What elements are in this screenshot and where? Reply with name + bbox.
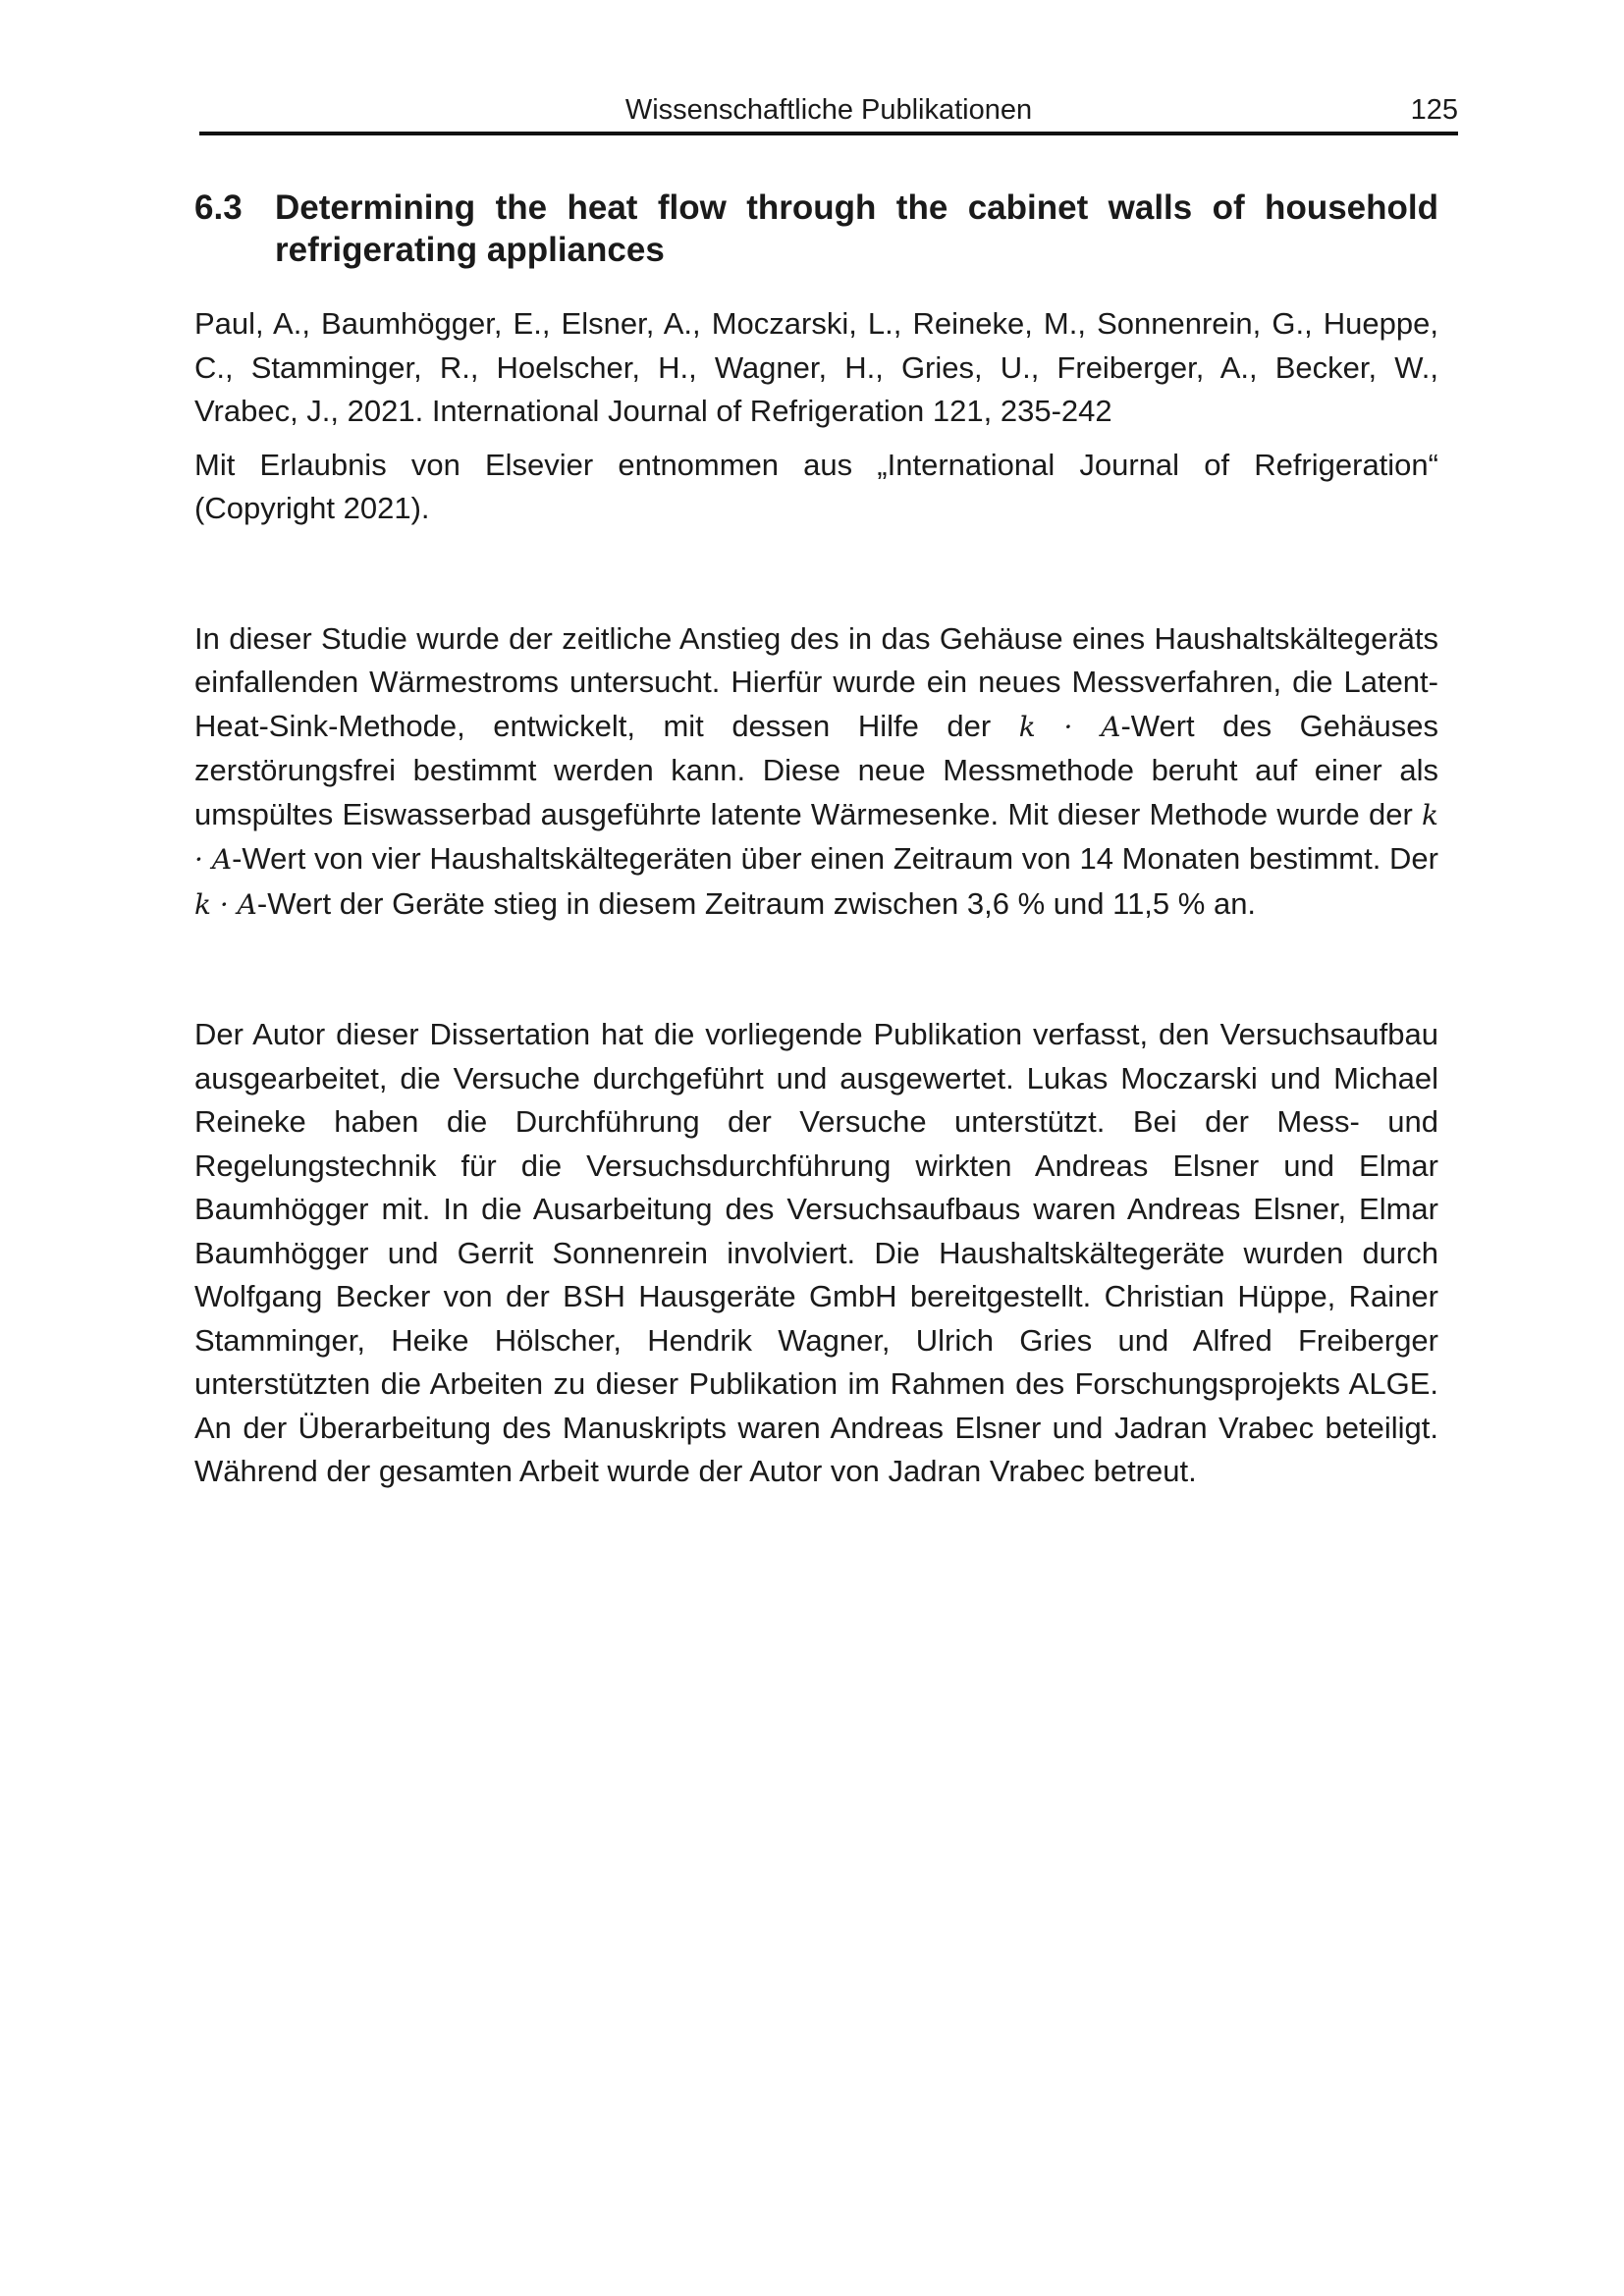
page-number: 125 [1410, 94, 1458, 126]
running-header-title: Wissenschaftliche Publikationen [624, 94, 1033, 126]
section-heading [194, 187, 1438, 271]
summary-text-2: -Wert des Gehäuses zerstörungsfrei bestimmt werden kann. Diese neue Messmethode beruht auf einer als umspültes Eiswasserbad ausgeführte latente Wärmesenke. Mit dieser Methode wurde der [194, 708, 1438, 831]
contribution-paragraph: Der Autor dieser Dissertation hat die vorliegende Publikation verfasst, den Versuchsaufbau ausgearbeitet, die Versuche durchgeführt und ausgewertet. Lukas Moczarski und Michael Reineke haben die Durchführung der Versuche unterstützt. Bei der Mess- und Regelungstechnik für die Versuchsdurchführung wirkten Andreas Elsner und Elmar Baumhögger mit. In die Ausarbeitung des Versuchsaufbaus waren Andreas Elsner, Elmar Baumhögger und Gerrit Sonnenrein involviert. Die Haushaltskältegeräte wurden durch Wolfgang Becker von der BSH Hausgeräte GmbH bereitgestellt. Christian Hüppe, Rainer Stamminger, Heike Hölscher, Hendrik Wagner, Ulrich Gries und Alfred Freiberger unterstützten die Arbeiten zu dieser Publikation im Rahmen des Forschungsprojekts ALGE. An der Überarbeitung des Manuskripts waren Andreas Elsner und Jadran Vrabec beteiligt. Während der gesamten Arbeit wurde der Autor von Jadran Vrabec betreut. [194, 1017, 1438, 1488]
summary-paragraph [194, 617, 1438, 928]
permission-paragraph: Mit Erlaubnis von Elsevier entnommen aus „International Journal of Refrigeration“ (Copyright 2021). [194, 447, 1438, 525]
k-a-symbol: k · A [194, 887, 257, 921]
running-header [199, 90, 1458, 135]
k-a-symbol: k · A [1018, 710, 1121, 743]
page-body [194, 187, 1438, 1494]
k-a-symbol: k · A [194, 798, 1438, 876]
summary-text-4: -Wert der Geräte stieg in diesem Zeitraum zwischen 3,6 % und 11,5 % an. [256, 885, 1257, 921]
summary-text-1: In dieser Studie wurde der zeitliche Anstieg des in das Gehäuse eines Haushaltskältegeräts einfallenden Wärmestroms untersucht. Hierfür wurde ein neues Messverfahren, die Latent-Heat-Sink-Methode, entwickelt, mit dessen Hilfe der [194, 620, 1438, 743]
section-title: Determining the heat flow through the cabinet walls of household refrigerating appliances [275, 188, 1438, 269]
summary-text-3: -Wert von vier Haushaltskältegeräten über einen Zeitraum von 14 Monaten bestimmt. Der [232, 841, 1438, 876]
citation-paragraph: Paul, A., Baumhögger, E., Elsner, A., Moczarski, L., Reineke, M., Sonnenrein, G., Hueppe, C., Stamminger, R., Hoelscher, H., Wagner, H., Gries, U., Freiberger, A., Becker, W., Vrabec, J., 2021. International Journal of Refrigeration 121, 235-242 [194, 306, 1438, 428]
section-number: 6.3 [194, 188, 243, 227]
